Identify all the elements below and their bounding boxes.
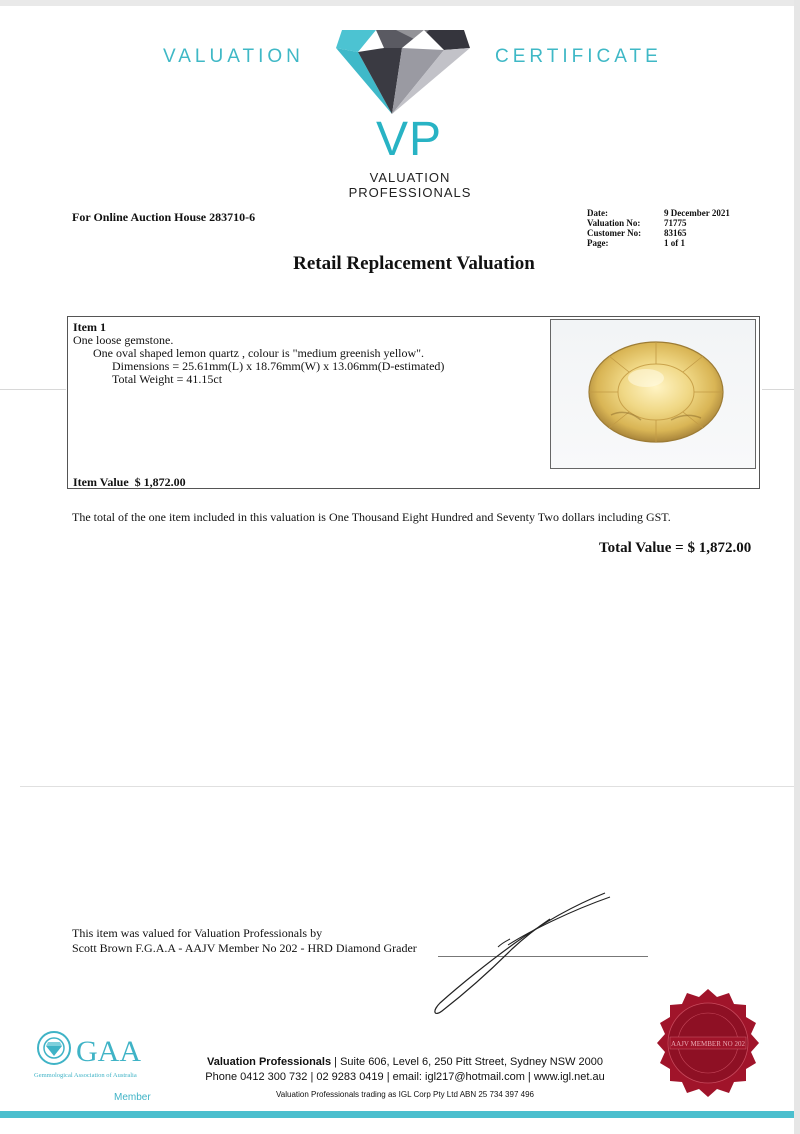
- item-description: Item 1 One loose gemstone. One oval shaped lemon quartz , colour is "medium greenish yellow". Dimensions = 25.61mm(L) x 18.76mm(W) x 13.06mm(D-estimated) Total Weight = 41.15ct: [73, 320, 445, 386]
- customer-number: 83165: [664, 228, 687, 238]
- gaa-letters: GAA: [76, 1035, 141, 1068]
- handwritten-signature: [420, 885, 620, 1020]
- footer-phone-email: Phone 0412 300 732 | 02 9283 0419 | email: igl217@hotmail.com | www.igl.net.au: [205, 1071, 605, 1083]
- date-value: 9 December 2021: [664, 208, 730, 218]
- gaa-member-label: Member: [114, 1092, 151, 1103]
- footer-contact: [170, 1055, 640, 1105]
- top-edge: [0, 0, 800, 6]
- fold-line: [20, 786, 794, 787]
- page-number: 1 of 1: [664, 238, 685, 248]
- footer-company: Valuation Professionals: [207, 1056, 332, 1068]
- valuer-signoff: This item was valued for Valuation Professionals by Scott Brown F.G.A.A - AAJV Member No 202 - HRD Diamond Grader: [72, 926, 417, 955]
- client-reference: For Online Auction House 283710-6: [72, 210, 256, 224]
- item-value: Item Value $ 1,872.00: [73, 475, 186, 489]
- header-certificate-word: CERTIFICATE: [495, 46, 662, 67]
- footer-address: | Suite 606, Level 6, 250 Pitt Street, Sydney NSW 2000: [331, 1056, 603, 1068]
- lemon-quartz-gem-icon: [551, 320, 755, 468]
- total-value: Total Value = $ 1,872.00: [599, 540, 752, 556]
- item-value-amount: $ 1,872.00: [134, 475, 186, 489]
- item-heading: Item 1: [73, 320, 106, 334]
- item-box: [67, 316, 760, 489]
- gaa-organisation: Gemmological Association of Australia: [34, 1072, 137, 1079]
- fold-line: [0, 389, 66, 390]
- total-in-words: The total of the one item included in this valuation is One Thousand Eight Hundred and Seventy Two dollars including GST.: [72, 510, 671, 524]
- aajv-member-seal: [650, 987, 766, 1103]
- valuation-number: 71775: [664, 218, 687, 228]
- gemstone-photo: [550, 319, 756, 469]
- header-valuation-word: VALUATION: [163, 46, 304, 67]
- right-edge: [794, 0, 800, 1134]
- document-title: Retail Replacement Valuation: [293, 253, 535, 274]
- valuation-meta: Date: 9 December 2021 Valuation No: 71775 Customer No: 83165 Page: 1 of 1: [587, 208, 730, 248]
- gaa-member-logo: [34, 1028, 169, 1106]
- seal-text: AAJV MEMBER NO 202: [671, 1040, 745, 1048]
- logo-subtitle: VALUATION PROFESSIONALS: [348, 170, 472, 200]
- fold-line: [762, 389, 794, 390]
- footer-trading: Valuation Professionals trading as IGL Corp Pty Ltd ABN 25 734 397 496: [276, 1090, 534, 1099]
- footer-bar: [0, 1111, 794, 1118]
- diamond-logo-icon: [332, 24, 474, 118]
- vp-logo-text: VP: [376, 113, 443, 166]
